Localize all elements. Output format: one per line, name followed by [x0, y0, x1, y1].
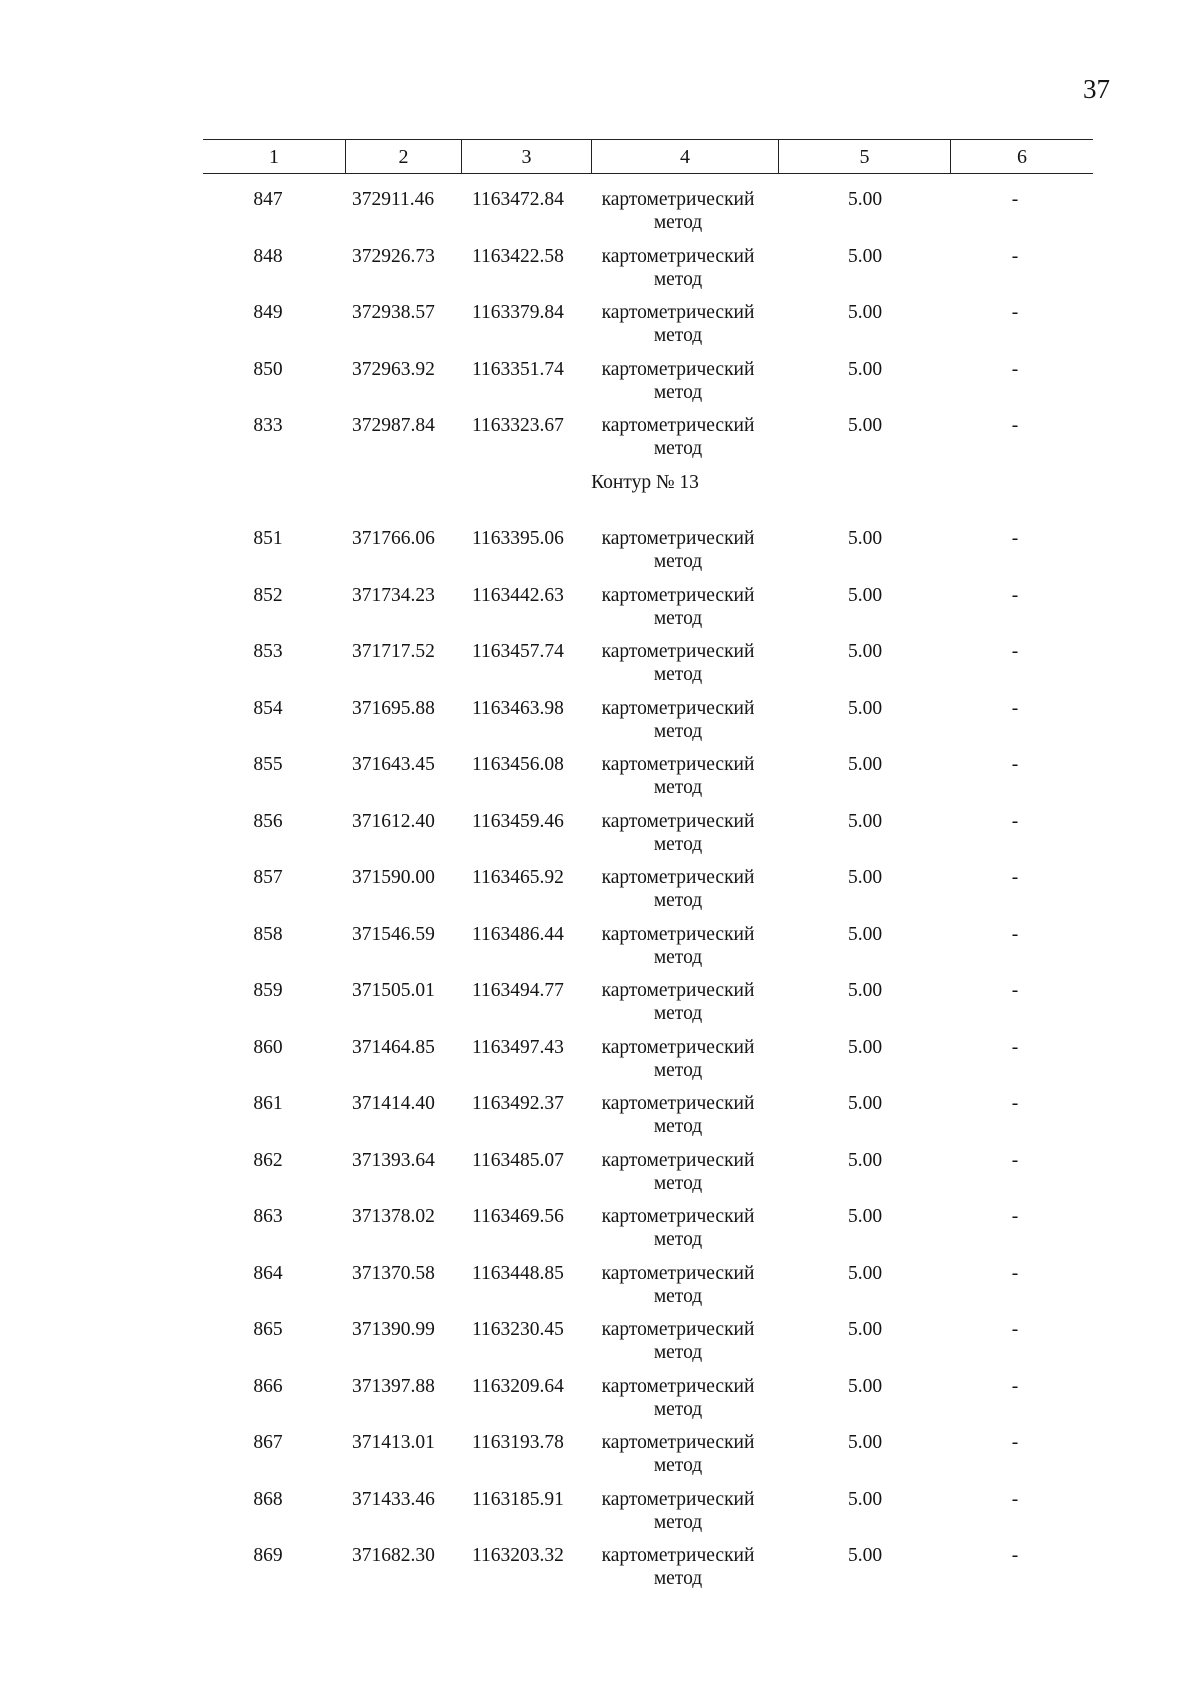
- method-line-1: картометрический: [601, 584, 755, 606]
- point-id-cell: 866: [253, 1375, 283, 1397]
- x-coordinate-cell: 371734.23: [352, 584, 435, 606]
- note-cell: -: [1011, 697, 1019, 719]
- y-coordinate-cell: 1163442.63: [472, 584, 564, 606]
- method-line-2: метод: [653, 720, 703, 742]
- method-line-1: картометрический: [601, 358, 755, 380]
- method-line-2: метод: [653, 1285, 703, 1307]
- point-id-cell: 862: [253, 1149, 283, 1171]
- x-coordinate-cell: 371370.58: [352, 1262, 435, 1284]
- method-line-2: метод: [653, 212, 703, 233]
- column-header-2: 2: [346, 140, 462, 173]
- x-coordinate-cell: 372926.73: [352, 245, 435, 267]
- note-cell: -: [1011, 528, 1019, 549]
- y-coordinate-cell: 1163485.07: [472, 1149, 564, 1171]
- table-row: [0, 1488, 1200, 1545]
- note-cell: -: [1011, 302, 1019, 323]
- method-line-2: метод: [653, 1568, 703, 1589]
- method-line-1: картометрический: [601, 1375, 755, 1397]
- method-cell: [593, 1092, 763, 1138]
- column-header-1: 1: [203, 140, 346, 173]
- x-coordinate-cell: 371643.45: [352, 754, 435, 775]
- method-cell: [593, 640, 763, 686]
- method-line-2: метод: [653, 664, 703, 685]
- method-cell: [593, 584, 763, 630]
- table-row: [0, 923, 1200, 980]
- note-cell: -: [1011, 980, 1019, 1001]
- column-header-4: 4: [592, 140, 779, 173]
- table-row: [0, 245, 1200, 302]
- y-coordinate-cell: 1163465.92: [472, 867, 564, 888]
- rows-before-section: [0, 188, 1200, 471]
- accuracy-cell: 5.00: [847, 1375, 883, 1397]
- table-row: [0, 640, 1200, 697]
- accuracy-cell: 5.00: [847, 1036, 883, 1058]
- method-cell: [593, 301, 763, 347]
- table-row: [0, 1262, 1200, 1319]
- note-cell: -: [1011, 1545, 1019, 1566]
- point-id-cell: 863: [253, 1206, 283, 1227]
- y-coordinate-cell: 1163230.45: [472, 1319, 564, 1340]
- table-row: [0, 697, 1200, 754]
- point-id-cell: 865: [253, 1319, 283, 1340]
- table-row: [0, 1149, 1200, 1206]
- method-line-2: метод: [653, 1172, 703, 1194]
- x-coordinate-cell: 371397.88: [352, 1375, 435, 1397]
- table-row: [0, 1544, 1200, 1601]
- method-cell: [593, 753, 763, 799]
- method-cell: [593, 1149, 763, 1195]
- method-line-1: картометрический: [601, 697, 755, 719]
- note-cell: -: [1011, 358, 1019, 380]
- x-coordinate-cell: 371464.85: [352, 1036, 435, 1058]
- x-coordinate-cell: 372987.84: [352, 415, 435, 436]
- method-line-1: картометрический: [601, 754, 755, 775]
- accuracy-cell: 5.00: [847, 1432, 883, 1453]
- accuracy-cell: 5.00: [847, 810, 883, 832]
- table-header: [203, 139, 1093, 174]
- y-coordinate-cell: 1163185.91: [472, 1488, 564, 1510]
- x-coordinate-cell: 371546.59: [352, 923, 435, 945]
- accuracy-cell: 5.00: [847, 923, 883, 945]
- x-coordinate-cell: 371433.46: [352, 1488, 435, 1510]
- note-cell: -: [1011, 245, 1019, 267]
- note-cell: -: [1011, 810, 1019, 832]
- method-cell: [593, 979, 763, 1025]
- y-coordinate-cell: 1163395.06: [472, 528, 564, 549]
- y-coordinate-cell: 1163456.08: [472, 754, 564, 775]
- method-line-2: метод: [653, 268, 703, 290]
- table-row: [0, 188, 1200, 245]
- accuracy-cell: 5.00: [847, 1545, 883, 1566]
- method-cell: [593, 358, 763, 404]
- x-coordinate-cell: 371413.01: [352, 1432, 435, 1453]
- table-row: [0, 584, 1200, 641]
- accuracy-cell: 5.00: [847, 980, 883, 1001]
- table-row: [0, 1205, 1200, 1262]
- method-cell: [593, 1262, 763, 1308]
- table-row: [0, 810, 1200, 867]
- table-row: [0, 1431, 1200, 1488]
- accuracy-cell: 5.00: [847, 1206, 883, 1227]
- y-coordinate-cell: 1163448.85: [472, 1262, 564, 1284]
- method-line-1: картометрический: [601, 245, 755, 267]
- method-cell: [593, 1431, 763, 1477]
- method-line-1: картометрический: [601, 867, 755, 888]
- method-line-2: метод: [653, 438, 703, 459]
- point-id-cell: 857: [253, 867, 283, 888]
- method-cell: [593, 1544, 763, 1590]
- method-cell: [593, 245, 763, 291]
- point-id-cell: 851: [253, 528, 283, 549]
- table-row: [0, 1375, 1200, 1432]
- y-coordinate-cell: 1163459.46: [472, 810, 564, 832]
- point-id-cell: 867: [253, 1432, 283, 1453]
- method-line-1: картометрический: [601, 1545, 755, 1566]
- method-cell: [593, 527, 763, 573]
- accuracy-cell: 5.00: [847, 302, 883, 323]
- note-cell: -: [1011, 923, 1019, 945]
- column-header-3: 3: [462, 140, 592, 173]
- method-line-1: картометрический: [601, 810, 755, 832]
- point-id-cell: 854: [253, 697, 283, 719]
- y-coordinate-cell: 1163469.56: [472, 1206, 564, 1227]
- accuracy-cell: 5.00: [847, 1093, 883, 1114]
- point-id-cell: 868: [253, 1488, 283, 1510]
- table-row: [0, 1318, 1200, 1375]
- y-coordinate-cell: 1163203.32: [472, 1545, 564, 1566]
- method-cell: [593, 1318, 763, 1364]
- method-line-2: метод: [653, 1116, 703, 1137]
- note-cell: -: [1011, 1149, 1019, 1171]
- note-cell: -: [1011, 1375, 1019, 1397]
- accuracy-cell: 5.00: [847, 1149, 883, 1171]
- accuracy-cell: 5.00: [847, 245, 883, 267]
- method-line-2: метод: [653, 381, 703, 403]
- note-cell: -: [1011, 754, 1019, 775]
- note-cell: -: [1011, 1262, 1019, 1284]
- method-line-1: картометрический: [601, 1149, 755, 1171]
- method-line-1: картометрический: [601, 923, 755, 945]
- point-id-cell: 847: [253, 189, 283, 210]
- method-line-1: картометрический: [601, 1488, 755, 1510]
- x-coordinate-cell: 372911.46: [352, 189, 435, 210]
- note-cell: -: [1011, 1036, 1019, 1058]
- method-line-2: метод: [653, 325, 703, 346]
- note-cell: -: [1011, 641, 1019, 662]
- accuracy-cell: 5.00: [847, 528, 883, 549]
- table-row: [0, 414, 1200, 471]
- point-id-cell: 861: [253, 1093, 283, 1114]
- method-cell: [593, 188, 763, 234]
- accuracy-cell: 5.00: [847, 754, 883, 775]
- x-coordinate-cell: 372938.57: [352, 302, 435, 323]
- note-cell: -: [1011, 415, 1019, 436]
- table-body: [0, 188, 1200, 1601]
- y-coordinate-cell: 1163457.74: [472, 641, 564, 662]
- rows-after-section: [0, 527, 1200, 1601]
- point-id-cell: 833: [253, 415, 283, 436]
- point-id-cell: 859: [253, 980, 283, 1001]
- point-id-cell: 850: [253, 358, 283, 380]
- table-row: [0, 866, 1200, 923]
- note-cell: -: [1011, 189, 1019, 210]
- x-coordinate-cell: 371390.99: [352, 1319, 435, 1340]
- point-id-cell: 860: [253, 1036, 283, 1058]
- section-title: Контур № 13: [591, 471, 699, 493]
- y-coordinate-cell: 1163486.44: [472, 923, 564, 945]
- point-id-cell: 856: [253, 810, 283, 832]
- note-cell: -: [1011, 1432, 1019, 1453]
- x-coordinate-cell: 371590.00: [352, 867, 435, 888]
- point-id-cell: 864: [253, 1262, 283, 1284]
- x-coordinate-cell: 371717.52: [352, 641, 435, 662]
- method-cell: [593, 866, 763, 912]
- method-line-1: картометрический: [601, 302, 755, 323]
- method-line-1: картометрический: [601, 1206, 755, 1227]
- method-line-1: картометрический: [601, 1093, 755, 1114]
- method-cell: [593, 923, 763, 969]
- method-line-2: метод: [653, 1455, 703, 1476]
- method-cell: [593, 697, 763, 743]
- method-line-2: метод: [653, 777, 703, 798]
- table-row: [0, 527, 1200, 584]
- x-coordinate-cell: 372963.92: [352, 358, 435, 380]
- method-line-1: картометрический: [601, 1432, 755, 1453]
- section-heading: [0, 471, 1200, 528]
- y-coordinate-cell: 1163463.98: [472, 697, 564, 719]
- table-row: [0, 301, 1200, 358]
- table-row: [0, 1092, 1200, 1149]
- point-id-cell: 853: [253, 641, 283, 662]
- method-cell: [593, 1375, 763, 1421]
- y-coordinate-cell: 1163472.84: [472, 189, 564, 210]
- point-id-cell: 852: [253, 584, 283, 606]
- y-coordinate-cell: 1163209.64: [472, 1375, 564, 1397]
- method-line-2: метод: [653, 1003, 703, 1024]
- point-id-cell: 869: [253, 1545, 283, 1566]
- accuracy-cell: 5.00: [847, 1262, 883, 1284]
- note-cell: -: [1011, 584, 1019, 606]
- accuracy-cell: 5.00: [847, 415, 883, 436]
- method-line-1: картометрический: [601, 641, 755, 662]
- column-header-5: 5: [779, 140, 951, 173]
- y-coordinate-cell: 1163323.67: [472, 415, 564, 436]
- page-number: 37: [1083, 74, 1110, 104]
- y-coordinate-cell: 1163497.43: [472, 1036, 564, 1058]
- method-line-1: картометрический: [601, 1036, 755, 1058]
- accuracy-cell: 5.00: [847, 358, 883, 380]
- point-id-cell: 848: [253, 245, 283, 267]
- column-header-6: 6: [1017, 146, 1027, 168]
- x-coordinate-cell: 371766.06: [352, 528, 435, 549]
- method-line-2: метод: [653, 833, 703, 855]
- note-cell: -: [1011, 1093, 1019, 1114]
- method-line-2: метод: [653, 1059, 703, 1081]
- method-cell: [593, 1205, 763, 1251]
- accuracy-cell: 5.00: [847, 1488, 883, 1510]
- y-coordinate-cell: 1163492.37: [472, 1093, 564, 1114]
- x-coordinate-cell: 371393.64: [352, 1149, 435, 1171]
- point-id-cell: 855: [253, 754, 283, 775]
- note-cell: -: [1011, 1319, 1019, 1340]
- method-line-1: картометрический: [601, 528, 755, 549]
- accuracy-cell: 5.00: [847, 697, 883, 719]
- method-line-2: метод: [653, 1398, 703, 1420]
- method-cell: [593, 810, 763, 856]
- x-coordinate-cell: 371378.02: [352, 1206, 435, 1227]
- note-cell: -: [1011, 1206, 1019, 1227]
- accuracy-cell: 5.00: [847, 189, 883, 210]
- method-line-2: метод: [653, 607, 703, 629]
- table-row: [0, 358, 1200, 415]
- x-coordinate-cell: 371612.40: [352, 810, 435, 832]
- method-line-2: метод: [653, 551, 703, 572]
- y-coordinate-cell: 1163193.78: [472, 1432, 564, 1453]
- x-coordinate-cell: 371682.30: [352, 1545, 435, 1566]
- method-line-2: метод: [653, 890, 703, 911]
- accuracy-cell: 5.00: [847, 584, 883, 606]
- method-line-1: картометрический: [601, 189, 755, 210]
- method-cell: [593, 1488, 763, 1534]
- accuracy-cell: 5.00: [847, 1319, 883, 1340]
- method-line-1: картометрический: [601, 1262, 755, 1284]
- y-coordinate-cell: 1163494.77: [472, 980, 564, 1001]
- note-cell: -: [1011, 1488, 1019, 1510]
- method-line-2: метод: [653, 946, 703, 968]
- x-coordinate-cell: 371414.40: [352, 1093, 435, 1114]
- y-coordinate-cell: 1163351.74: [472, 358, 564, 380]
- method-line-2: метод: [653, 1342, 703, 1363]
- accuracy-cell: 5.00: [847, 867, 883, 888]
- method-line-1: картометрический: [601, 1319, 755, 1340]
- point-id-cell: 858: [253, 923, 283, 945]
- point-id-cell: 849: [253, 302, 283, 323]
- method-line-1: картометрический: [601, 415, 755, 436]
- method-line-2: метод: [653, 1511, 703, 1533]
- table-row: [0, 979, 1200, 1036]
- note-cell: -: [1011, 867, 1019, 888]
- method-cell: [593, 1036, 763, 1082]
- method-cell: [593, 414, 763, 460]
- y-coordinate-cell: 1163379.84: [472, 302, 564, 323]
- x-coordinate-cell: 371695.88: [352, 697, 435, 719]
- y-coordinate-cell: 1163422.58: [472, 245, 564, 267]
- table-row: [0, 1036, 1200, 1093]
- table-row: [0, 753, 1200, 810]
- method-line-2: метод: [653, 1229, 703, 1250]
- method-line-1: картометрический: [601, 980, 755, 1001]
- accuracy-cell: 5.00: [847, 641, 883, 662]
- x-coordinate-cell: 371505.01: [352, 980, 435, 1001]
